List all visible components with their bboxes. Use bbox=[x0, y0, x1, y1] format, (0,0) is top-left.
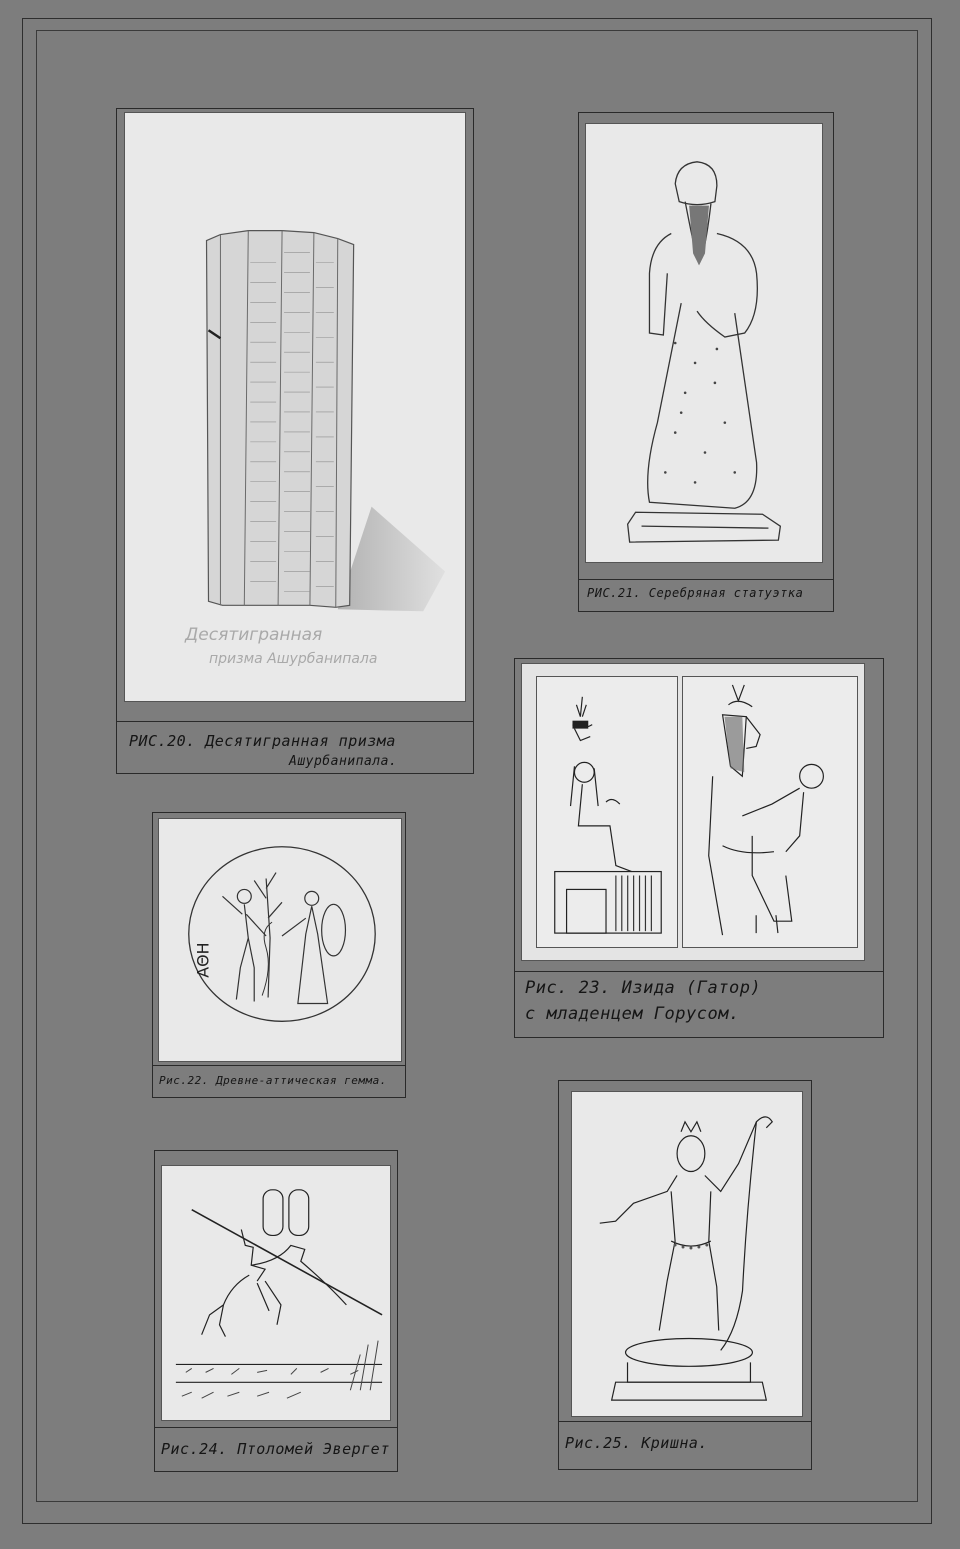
figure-21-caption: РИС.21. Серебряная статуэтка bbox=[587, 586, 804, 600]
figure-25-caption: Рис.25. Кришна. bbox=[565, 1434, 708, 1452]
figure-24-drawing bbox=[161, 1165, 391, 1421]
figure-22-card bbox=[152, 812, 406, 1098]
attic-gem-drawing bbox=[159, 819, 401, 1061]
figure-20-caption-line-1: РИС.20. Десятигранная призма bbox=[129, 732, 396, 750]
figure-24-caption-box bbox=[155, 1427, 397, 1471]
silver-statuette-drawing bbox=[586, 124, 822, 562]
decagonal-prism-drawing bbox=[125, 113, 465, 701]
figure-23-caption-line-1: Рис. 23. Изида (Гатор) bbox=[525, 978, 762, 998]
figure-23-panel-left bbox=[536, 676, 678, 948]
figure-23-caption-box bbox=[515, 971, 883, 1037]
isis-drawing bbox=[537, 677, 677, 947]
figure-21-drawing bbox=[585, 123, 823, 563]
figure-20-caption-line-2: Ашурбанипала. bbox=[289, 754, 398, 769]
figure-21-card bbox=[578, 112, 834, 612]
krishna-drawing bbox=[572, 1092, 802, 1416]
figure-22-drawing bbox=[158, 818, 402, 1062]
hathor-horus-drawing bbox=[683, 677, 857, 947]
gem-inscription: ΑΘΗ bbox=[193, 942, 213, 978]
figure-25-drawing bbox=[571, 1091, 803, 1417]
figure-23-caption-line-2: с младенцем Горусом. bbox=[525, 1004, 740, 1024]
figure-23-frame bbox=[521, 663, 865, 961]
figure-20-caption-box bbox=[117, 721, 473, 773]
figure-23-panel-right bbox=[682, 676, 858, 948]
figure-20-card bbox=[116, 108, 474, 774]
figure-20-sketch-note-2: призма Ашурбанипала bbox=[209, 651, 378, 667]
figure-20-drawing bbox=[124, 112, 466, 702]
figure-24-card bbox=[154, 1150, 398, 1472]
figure-22-caption-box bbox=[153, 1065, 405, 1097]
figure-25-caption-box bbox=[559, 1421, 811, 1469]
figure-21-caption-box bbox=[579, 579, 833, 611]
ptolemy-euergetes-drawing bbox=[162, 1166, 390, 1420]
figure-20-sketch-note-1: Десятигранная bbox=[185, 625, 323, 645]
figure-25-card bbox=[558, 1080, 812, 1470]
figure-23-card bbox=[514, 658, 884, 1038]
figure-24-caption: Рис.24. Птоломей Эвергет bbox=[161, 1440, 390, 1458]
figure-22-caption: Рис.22. Древне-аттическая гемма. bbox=[159, 1074, 387, 1087]
